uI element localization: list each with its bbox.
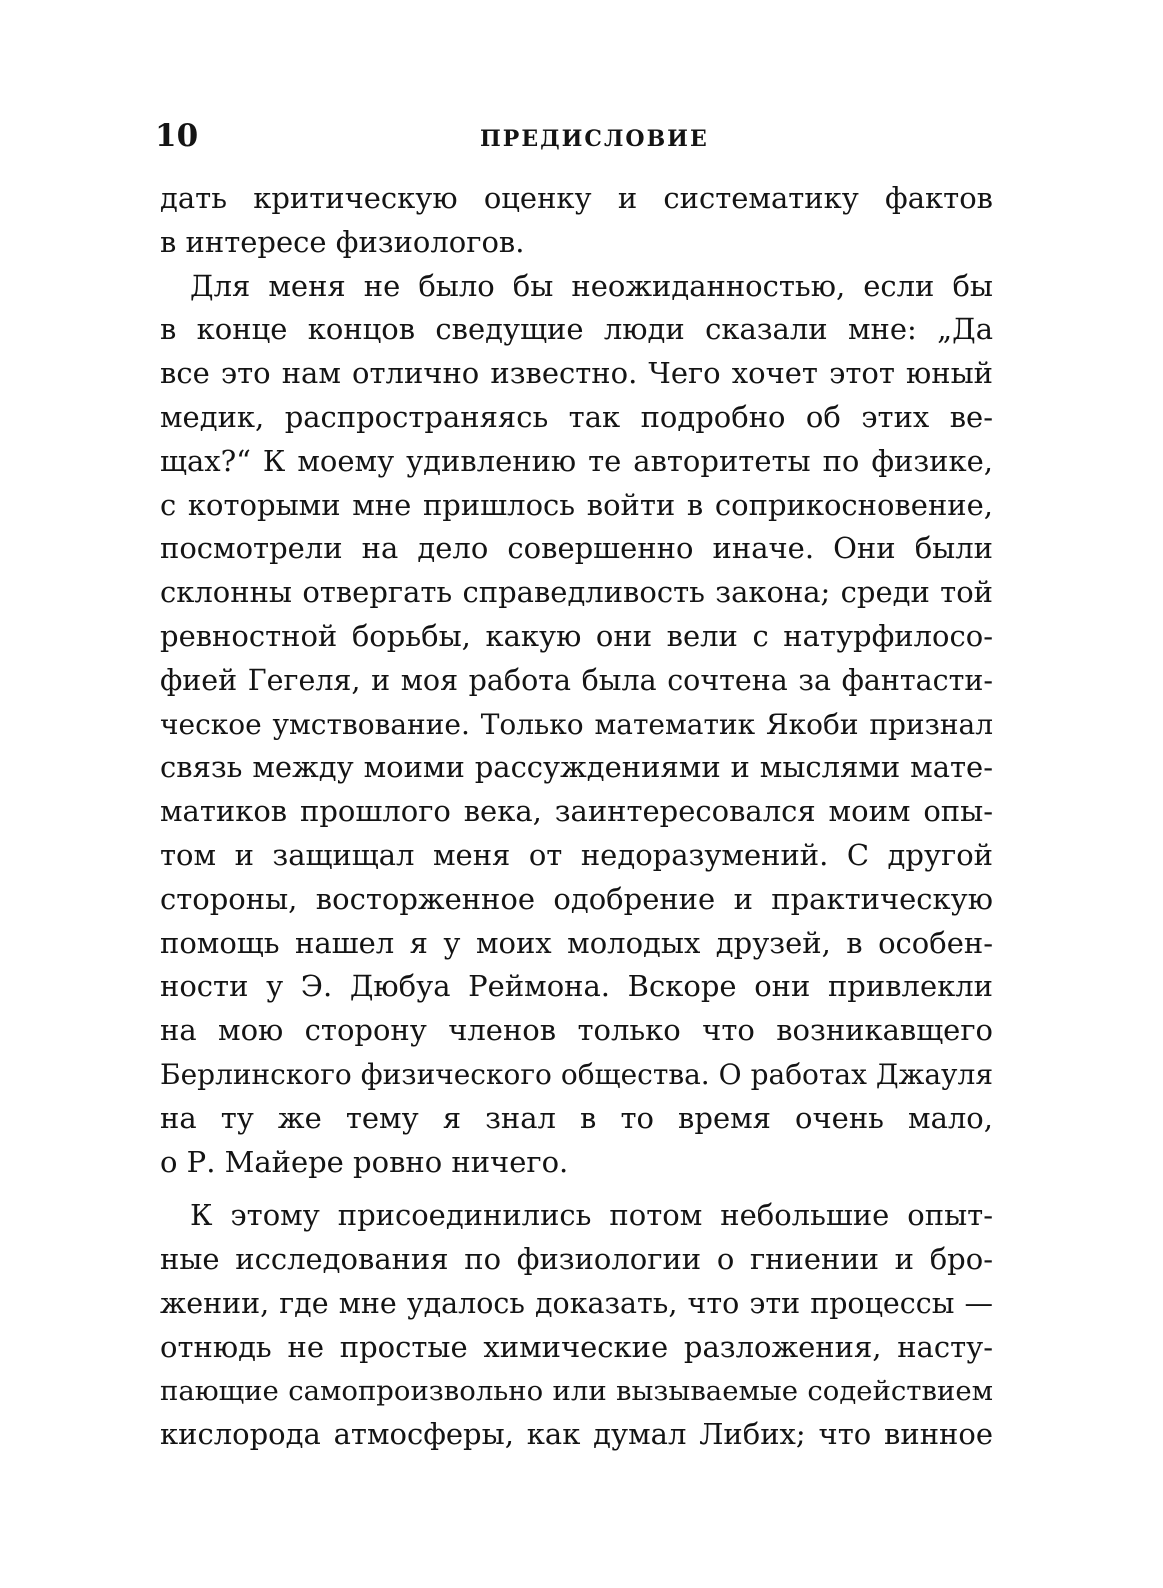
text-line: отнюдь не простые химические разложения, насту- — [160, 1329, 993, 1364]
text-line: помощь нашел я у моих молодых друзей, в особен- — [160, 925, 993, 960]
text-line: связь между моими рассуждениями и мыслями мате- — [160, 750, 993, 785]
text-line: в интересе физиологов. — [160, 224, 525, 259]
text-line: все это нам отлично известно. Чего хочет этот юный — [160, 356, 993, 391]
text-line: дать критическую оценку и систематику фактов — [160, 181, 993, 215]
text-line: в конце концов сведущие люди сказали мне: „Да — [160, 312, 993, 347]
page-number: 10 — [155, 118, 199, 154]
body-text — [160, 177, 993, 1457]
text-line: о Р. Майере ровно ничего. — [160, 1144, 569, 1179]
text-line: Для меня не было бы неожиданностью, если бы — [190, 268, 993, 303]
text-line: с которыми мне пришлось войти в соприкосновение, — [160, 487, 993, 522]
text-line: кислорода атмосферы, как думал Либих; что винное — [160, 1417, 993, 1452]
text-line: К этому присоединились потом небольшие опыт- — [190, 1198, 993, 1233]
text-line: на ту же тему я знал в то время очень мало, — [160, 1100, 993, 1135]
text-line: жении, где мне удалось доказать, что эти процессы — — [160, 1286, 993, 1320]
running-title: ПРЕДИСЛОВИЕ — [480, 126, 709, 152]
text-line: пающие самопроизвольно или вызываемые содействием — [160, 1374, 993, 1407]
text-line: посмотрели на дело совершенно иначе. Они были — [160, 531, 993, 566]
text-line: щах?“ К моему удивлению те авторитеты по физике, — [160, 443, 993, 478]
paragraph-gap — [160, 1184, 993, 1194]
text-line: медик, распространяясь так подробно об этих ве- — [160, 399, 993, 434]
text-line: матиков прошлого века, заинтересовался моим опы- — [160, 794, 993, 829]
text-line: ности у Э. Дюбуа Реймона. Вскоре они привлекли — [160, 969, 993, 1004]
text-line: склонны отвергать справедливость закона; среди той — [160, 575, 993, 610]
text-line: фией Гегеля, и моя работа была сочтена за фантасти- — [160, 663, 993, 697]
text-line: Берлинского физического общества. О работах Джауля — [160, 1057, 993, 1091]
text-line: ные исследования по физиологии о гниении и бро- — [160, 1242, 993, 1277]
text-line: на мою сторону членов только что возникавщего — [160, 1013, 993, 1048]
text-line: том и защищал меня от недоразумений. С другой — [160, 837, 993, 872]
text-line: стороны, восторженное одобрение и практическую — [160, 881, 993, 916]
text-line: ревностной борьбы, какую они вели с натурфилосо- — [160, 618, 993, 653]
text-line: ческое умствование. Только математик Якоби признал — [160, 707, 993, 741]
